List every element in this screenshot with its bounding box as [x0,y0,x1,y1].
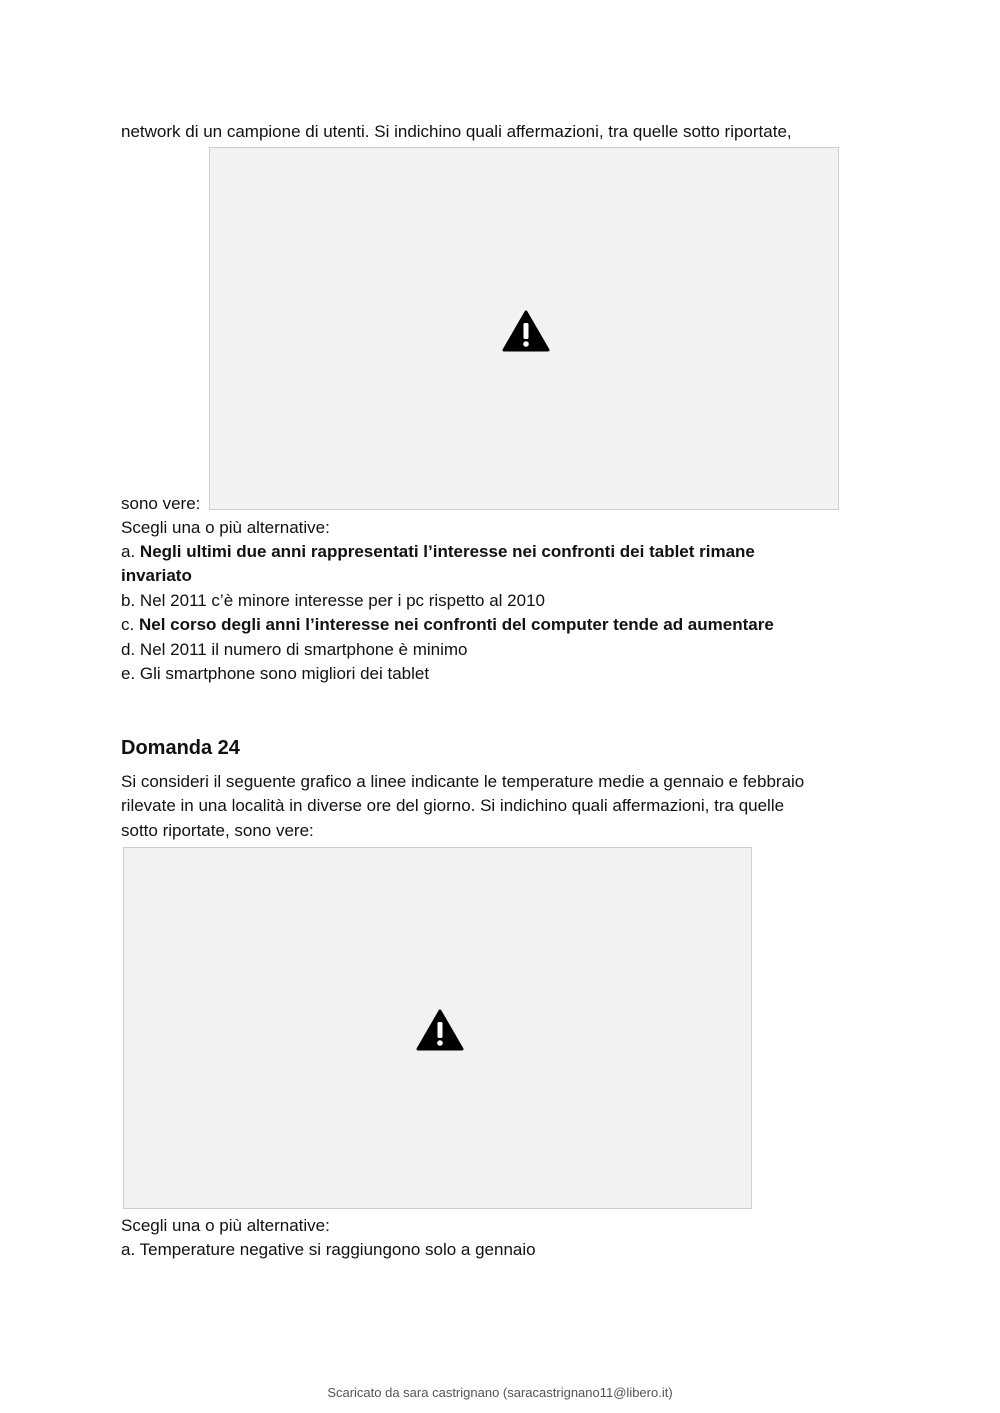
option-letter: a. [121,542,136,561]
q23-option-a [121,540,755,564]
option-a-text: Temperature negative si raggiungono solo a gennaio [139,1240,536,1259]
q23-prompt: Scegli una o più alternative: [121,518,330,537]
q24-broken-image [123,847,752,1209]
option-letter: e. [121,664,136,683]
option-d-text: Nel 2011 il numero di smartphone è minimo [139,640,468,659]
option-letter: a. [121,1240,136,1259]
q23-option-b [121,589,545,613]
option-c-text: Nel corso degli anni l’interesse nei confronti del computer tende ad aumentare [138,615,774,634]
option-letter: c. [121,615,135,634]
q24-intro-line2: rilevate in una località in diverse ore del giorno. Si indichino quali affermazioni, tra quelle [121,796,785,815]
warning-triangle-icon [502,310,550,352]
q23-option-c [121,613,774,637]
q24-option-a [121,1238,536,1262]
download-footer: Scaricato da sara castrignano (saracastrignano11@libero.it) [327,1385,673,1400]
q24-intro-line1: Si consideri il seguente grafico a linee indicante le temperature medie a gennaio e febbraio [121,772,805,791]
option-letter: b. [121,591,136,610]
option-a-text-line1: Negli ultimi due anni rappresentati l’interesse nei confronti dei tablet rimane [139,542,755,561]
option-letter: d. [121,640,136,659]
q24-title: Domanda 24 [121,737,240,759]
option-e-text: Gli smartphone sono migliori dei tablet [139,664,430,683]
warning-triangle-icon [416,1009,464,1051]
q23-option-d [121,638,468,662]
option-b-text: Nel 2011 c’è minore interesse per i pc rispetto al 2010 [139,591,545,610]
q23-intro-line2: sono vere: [121,494,201,513]
q23-option-e [121,662,429,686]
q23-intro-line1: network di un campione di utenti. Si indichino quali affermazioni, tra quelle sotto riportate, [121,122,792,141]
q23-broken-image [209,147,839,510]
q23-option-a-line2: invariato [121,566,192,585]
q24-intro-line3: sotto riportate, sono vere: [121,821,314,840]
q24-prompt: Scegli una o più alternative: [121,1216,330,1235]
